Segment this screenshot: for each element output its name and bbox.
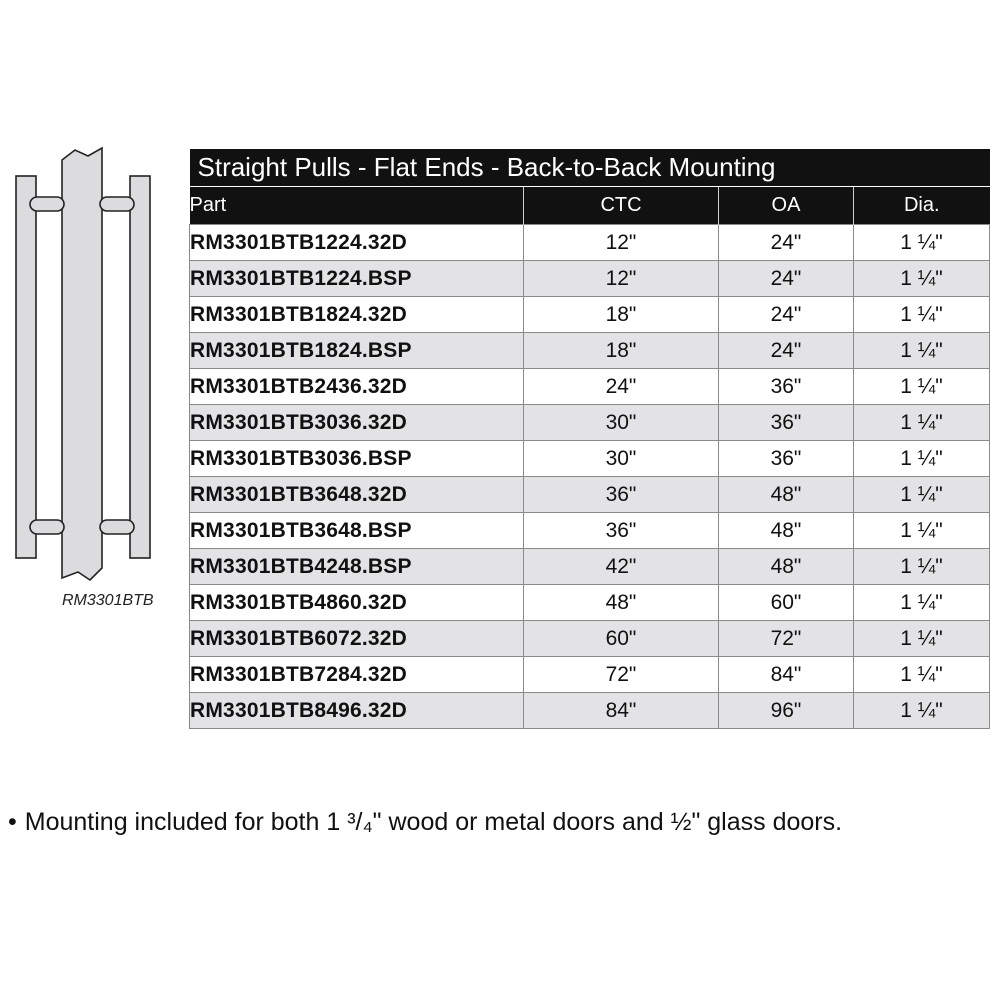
- table-row: [190, 441, 990, 477]
- cell-part: RM3301BTB1824.32D: [190, 297, 524, 333]
- cell-dia: 1 ¼": [854, 477, 990, 513]
- standoff-bottom-left: [30, 520, 64, 534]
- header-ctc: CTC: [524, 187, 719, 225]
- cell-part: RM3301BTB6072.32D: [190, 621, 524, 657]
- left-pull-bar: [16, 176, 36, 558]
- cell-oa: 48": [719, 477, 854, 513]
- cell-part: RM3301BTB3648.32D: [190, 477, 524, 513]
- header-oa: OA: [719, 187, 854, 225]
- cell-part: RM3301BTB1224.BSP: [190, 261, 524, 297]
- cell-ctc: 24": [524, 369, 719, 405]
- cell-part: RM3301BTB3036.32D: [190, 405, 524, 441]
- cell-part: RM3301BTB4248.BSP: [190, 549, 524, 585]
- cell-ctc: 12": [524, 261, 719, 297]
- cell-oa: 24": [719, 333, 854, 369]
- spec-table: [189, 149, 990, 729]
- cell-dia: 1 ¼": [854, 297, 990, 333]
- table-row: [190, 225, 990, 261]
- cell-dia: 1 ¼": [854, 693, 990, 729]
- header-part: Part: [190, 187, 524, 225]
- cell-dia: 1 ¼": [854, 369, 990, 405]
- drawing-label: RM3301BTB: [62, 592, 154, 609]
- table-body: [190, 225, 990, 729]
- cell-part: RM3301BTB2436.32D: [190, 369, 524, 405]
- note-bullet: •: [8, 808, 17, 836]
- cell-oa: 36": [719, 369, 854, 405]
- cell-part: RM3301BTB1824.BSP: [190, 333, 524, 369]
- cell-ctc: 30": [524, 405, 719, 441]
- cell-oa: 84": [719, 657, 854, 693]
- cell-ctc: 72": [524, 657, 719, 693]
- table-row: [190, 333, 990, 369]
- table-row: [190, 693, 990, 729]
- cell-dia: 1 ¼": [854, 657, 990, 693]
- cell-dia: 1 ¼": [854, 549, 990, 585]
- cell-dia: 1 ¼": [854, 333, 990, 369]
- door-section: [62, 148, 102, 580]
- cell-dia: 1 ¼": [854, 405, 990, 441]
- table-header-row: [190, 187, 990, 225]
- cell-ctc: 30": [524, 441, 719, 477]
- table-row: [190, 549, 990, 585]
- cell-ctc: 36": [524, 513, 719, 549]
- cell-ctc: 18": [524, 333, 719, 369]
- table-row: [190, 405, 990, 441]
- cell-oa: 24": [719, 261, 854, 297]
- standoff-top-right: [100, 197, 134, 211]
- table-title: Straight Pulls - Flat Ends - Back-to-Back Mounting: [190, 149, 990, 187]
- standoff-bottom-right: [100, 520, 134, 534]
- note-text: Mounting included for both 1 ³/₄" wood or metal doors and ½" glass doors.: [24, 808, 843, 836]
- table-row: [190, 261, 990, 297]
- cell-part: RM3301BTB3036.BSP: [190, 441, 524, 477]
- cell-part: RM3301BTB4860.32D: [190, 585, 524, 621]
- cell-oa: 48": [719, 549, 854, 585]
- cell-ctc: 84": [524, 693, 719, 729]
- table-row: [190, 477, 990, 513]
- cell-ctc: 12": [524, 225, 719, 261]
- cell-part: RM3301BTB7284.32D: [190, 657, 524, 693]
- cell-oa: 72": [719, 621, 854, 657]
- table-row: [190, 297, 990, 333]
- cell-dia: 1 ¼": [854, 261, 990, 297]
- product-drawing: [0, 140, 180, 620]
- right-pull-bar: [130, 176, 150, 558]
- table-row: [190, 657, 990, 693]
- cell-oa: 24": [719, 225, 854, 261]
- table-row: [190, 369, 990, 405]
- cell-ctc: 60": [524, 621, 719, 657]
- cell-dia: 1 ¼": [854, 441, 990, 477]
- cell-ctc: 48": [524, 585, 719, 621]
- cell-part: RM3301BTB1224.32D: [190, 225, 524, 261]
- cell-dia: 1 ¼": [854, 585, 990, 621]
- mounting-note: [8, 808, 842, 837]
- cell-dia: 1 ¼": [854, 621, 990, 657]
- table-row: [190, 513, 990, 549]
- cell-oa: 48": [719, 513, 854, 549]
- cell-part: RM3301BTB3648.BSP: [190, 513, 524, 549]
- cell-oa: 24": [719, 297, 854, 333]
- cell-ctc: 42": [524, 549, 719, 585]
- header-dia: Dia.: [854, 187, 990, 225]
- cell-oa: 36": [719, 441, 854, 477]
- cell-part: RM3301BTB8496.32D: [190, 693, 524, 729]
- cell-oa: 36": [719, 405, 854, 441]
- cell-ctc: 36": [524, 477, 719, 513]
- cell-ctc: 18": [524, 297, 719, 333]
- table-row: [190, 585, 990, 621]
- cell-oa: 60": [719, 585, 854, 621]
- cell-oa: 96": [719, 693, 854, 729]
- cell-dia: 1 ¼": [854, 225, 990, 261]
- table-row: [190, 621, 990, 657]
- standoff-top-left: [30, 197, 64, 211]
- cell-dia: 1 ¼": [854, 513, 990, 549]
